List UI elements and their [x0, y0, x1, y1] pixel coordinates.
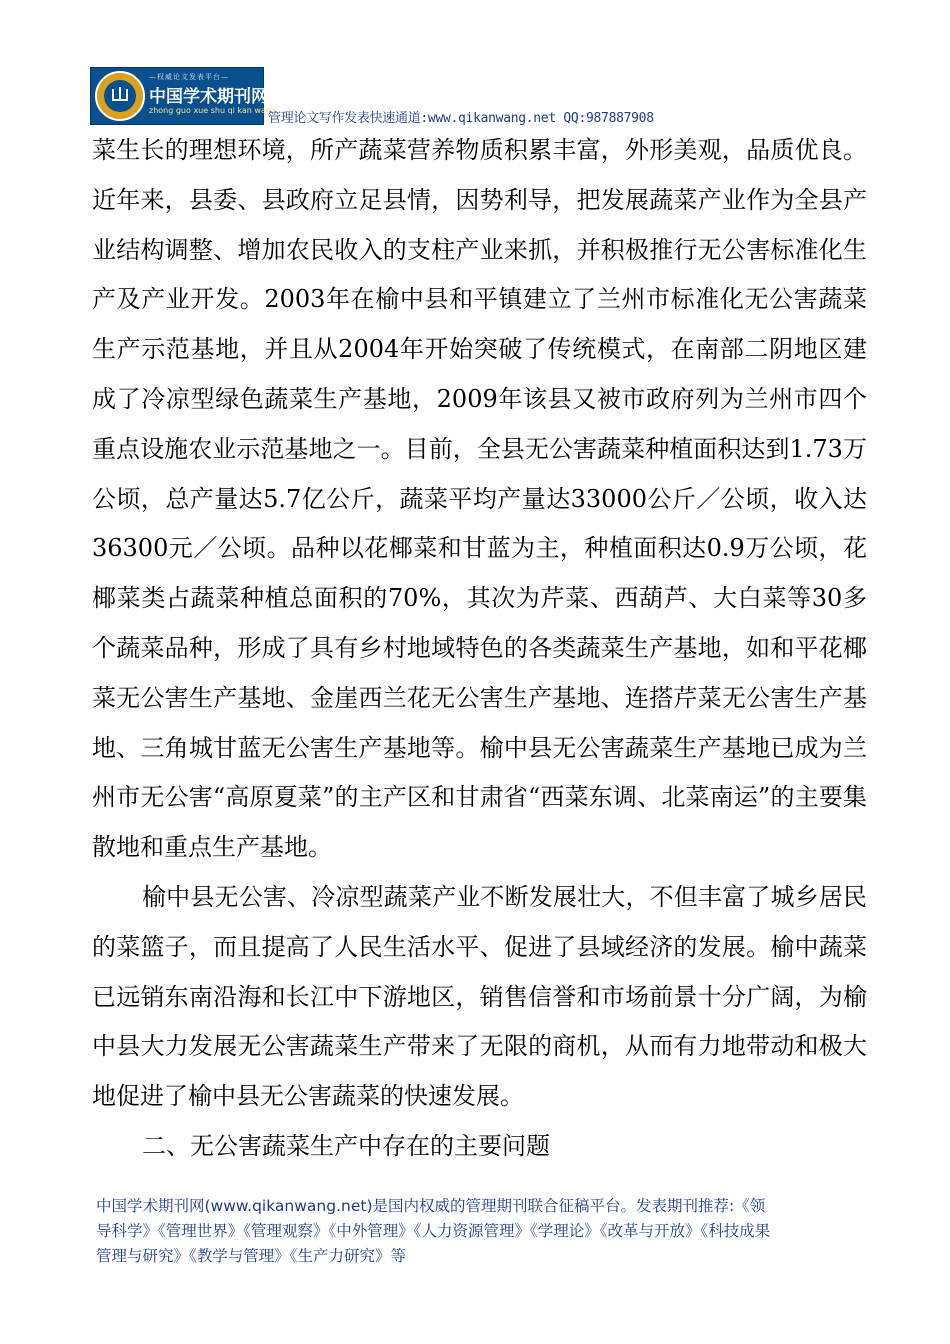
- footer-ad: 中国学术期刊网(www.qikanwang.net)是国内权威的管理期刊联合征稿平台。发表期刊推荐:《领导科学》《管理世界》《管理观察》《中外管理》《人力资源管理》《学理论》《改革与开放》《科技成果管理与研究》《教学与管理》《生产力研究》等: [96, 1197, 771, 1265]
- header-link[interactable]: 管理论文写作发表快速通道:www.qikanwang.net QQ:987887908: [268, 111, 654, 126]
- article-body: [92, 126, 867, 1172]
- site-logo[interactable]: [90, 67, 277, 125]
- logo-pinyin: zhong guo xue shu qi kan wang: [149, 106, 277, 115]
- logo-tagline: —权威论文发表平台—: [149, 73, 229, 81]
- logo-name: 中国学术期刊网: [149, 87, 268, 107]
- section-heading: 二、无公害蔬菜生产中存在的主要问题: [142, 1131, 550, 1160]
- book-emblem-icon: [95, 71, 145, 121]
- paragraph: 菜生长的理想环境，所产蔬菜营养物质积累丰富，外形美观，品质优良。近年来，县委、县政府立足县情，因势利导，把发展蔬菜产业作为全县产业结构调整、增加农民收入的支柱产业来抓，并积极推行无公害标准化生产及产业开发。2003年在榆中县和平镇建立了兰州市标准化无公害蔬菜生产示范基地，并且从2004年开始突破了传统模式，在南部二阴地区建成了冷凉型绿色蔬菜生产基地，2009年该县又被市政府列为兰州市四个重点设施农业示范基地之一。目前，全县无公害蔬菜种植面积达到1.73万公顷，总产量达5.7亿公斤，蔬菜平均产量达33000公斤／公顷，收入达36300元／公顷。品种以花椰菜和甘蓝为主，种植面积达0.9万公顷，花椰菜类占蔬菜种植总面积的70%，其次为芹菜、西葫芦、大白菜等30多个蔬菜品种，形成了具有乡村地域特色的各类蔬菜生产基地，如和平花椰菜无公害生产基地、金崖西兰花无公害生产基地、连搭芹菜无公害生产基地、三角城甘蓝无公害生产基地等。榆中县无公害蔬菜生产基地已成为兰州市无公害“高原夏菜”的主产区和甘肃省“西菜东调、北菜南运”的主要集散地和重点生产基地。: [92, 136, 867, 862]
- paragraph: 榆中县无公害、冷凉型蔬菜产业不断发展壮大，不但丰富了城乡居民的菜篮子，而且提高了人民生活水平、促进了县域经济的发展。榆中蔬菜已远销东南沿海和长江中下游地区，销售信誉和市场前景十分广阔，为榆中县大力发展无公害蔬菜生产带来了无限的商机，从而有力地带动和极大地促进了榆中县无公害蔬菜的快速发展。: [92, 882, 867, 1111]
